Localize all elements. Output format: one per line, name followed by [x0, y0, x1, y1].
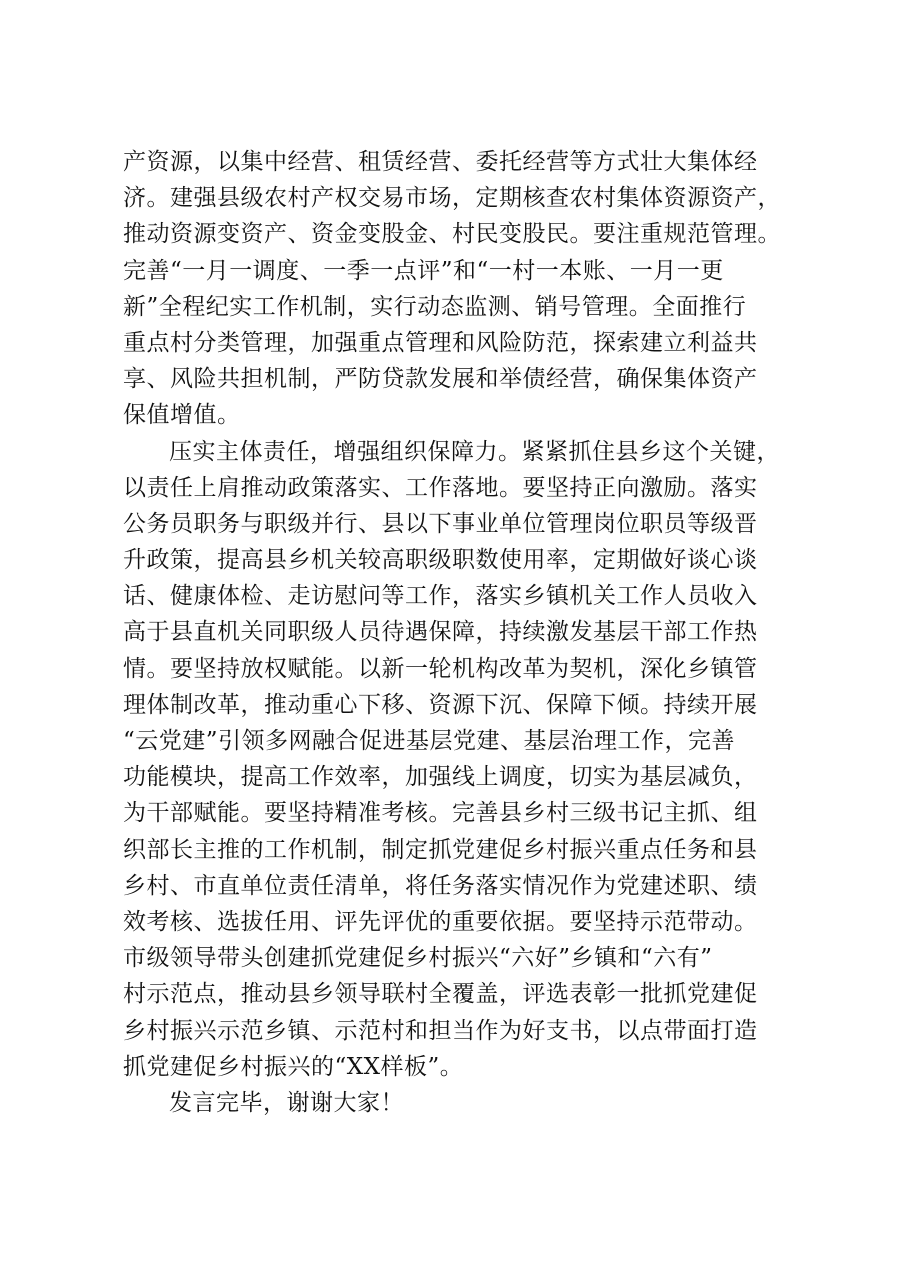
text-line: 保值增值。	[123, 402, 241, 429]
text-line: 效考核、选拔任用、评先评优的重要依据。要坚持示范带动。	[123, 908, 758, 935]
text-line: 抓党建促乡村振兴的“XX样板”。	[123, 1053, 464, 1080]
text-line: 话、健康体检、走访慰问等工作，落实乡镇机关工作人员收入	[123, 583, 758, 610]
text-line: 市级领导带头创建抓党建促乡村振兴“六好”乡镇和“六有”	[123, 945, 713, 972]
paragraph-closing	[123, 1085, 795, 1121]
text-line: 乡村、市直单位责任清单，将任务落实情况作为党建述职、绩	[123, 872, 758, 899]
text-line: “云党建”引领多网融合促进基层党建、基层治理工作，完善	[123, 728, 736, 754]
text-line: 村示范点，推动县乡领导联村全覆盖，评选表彰一批抓党建促	[123, 981, 758, 1008]
closing-remark: 发言完毕，谢谢大家！	[169, 1089, 404, 1116]
paragraph-responsibility	[123, 434, 795, 1085]
text-line: 产资源，以集中经营、租赁经营、委托经营等方式壮大集体经	[123, 149, 758, 175]
text-line: 高于县直机关同职级人员待遇保障，持续激发基层干部工作热	[123, 619, 758, 646]
document-body	[123, 144, 795, 1121]
text-line: 完善“一月一调度、一季一点评”和“一村一本账、一月一更	[123, 257, 724, 284]
text-line: 织部长主推的工作机制，制定抓党建促乡村振兴重点任务和县	[123, 836, 758, 863]
text-line: 为干部赋能。要坚持精准考核。完善县乡村三级书记主抓、组	[123, 800, 758, 827]
text-line: 乡村振兴示范乡镇、示范村和担当作为好支书，以点带面打造	[123, 1017, 758, 1044]
text-line: 享、风险共担机制，严防贷款发展和举债经营，确保集体资产	[123, 366, 758, 393]
text-line: 功能模块，提高工作效率，加强线上调度，切实为基层减负，	[123, 764, 758, 791]
text-line: 济。建强县级农村产权交易市场，定期核查农村集体资源资产，	[123, 185, 781, 212]
text-line: 推动资源变资产、资金变股金、村民变股民。要注重规范管理。	[123, 221, 781, 248]
text-line: 新”全程纪实工作机制，实行动态监测、销号管理。全面推行	[123, 293, 747, 320]
text-line: 理体制改革，推动重心下移、资源下沉、保障下倾。持续开展	[123, 691, 758, 718]
text-line: 以责任上肩推动政策落实、工作落地。要坚持正向激励。落实	[123, 474, 758, 501]
text-line: 情。要坚持放权赋能。以新一轮机构改革为契机，深化乡镇管	[123, 655, 758, 682]
text-line: 重点村分类管理，加强重点管理和风险防范，探索建立利益共	[123, 329, 758, 356]
text-line: 公务员职务与职级并行、县以下事业单位管理岗位职员等级晋	[123, 510, 758, 537]
paragraph-collective-assets	[123, 144, 795, 434]
text-line: 升政策，提高县乡机关较高职级职数使用率，定期做好谈心谈	[123, 547, 758, 574]
text-line: 压实主体责任，增强组织保障力。紧紧抓住县乡这个关键，	[169, 438, 780, 465]
